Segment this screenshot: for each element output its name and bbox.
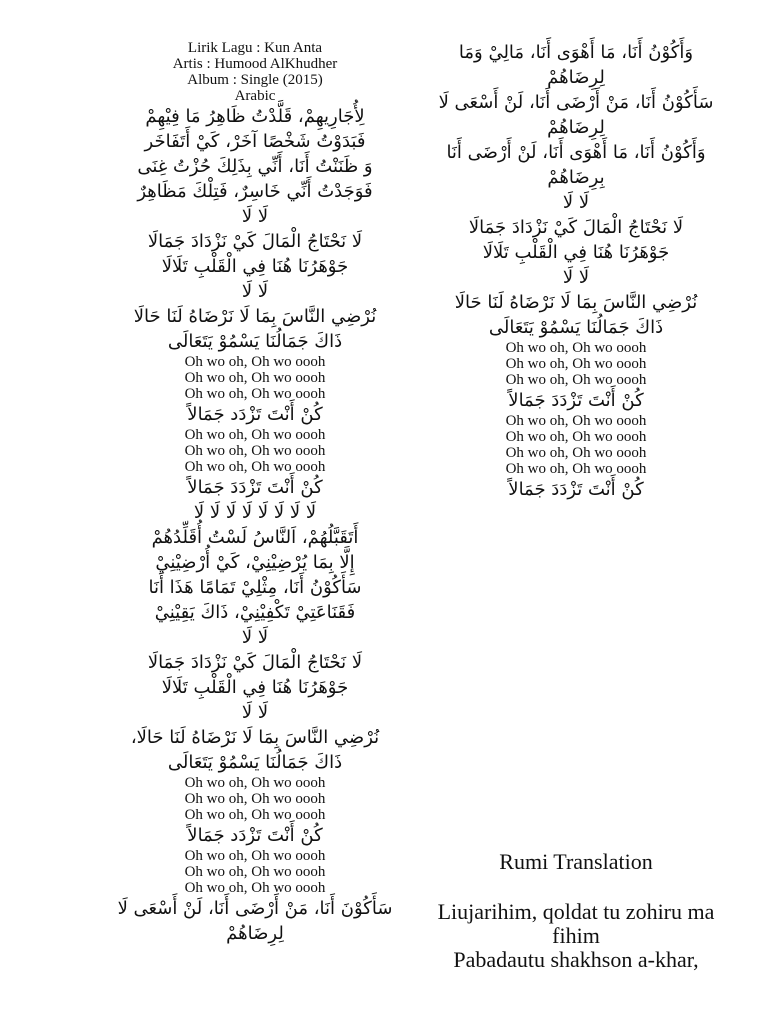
lyric-line: إِلَّا بِمَا يُرْضِيْنِيْ، كَيْ أُرْضِيْنِيْ xyxy=(155,552,355,573)
rumi-title: Rumi Translation xyxy=(499,849,653,874)
lyric-line: سَأَكُوْنَ أَنَا، مَنْ أَرْضَى أَنَا، لَنْ أَسْعَى لَا xyxy=(117,898,393,919)
rumi-line: Pabadautu shakhson a-khar, xyxy=(453,947,699,972)
lyric-line: وَأَكُوْنُ أَنَا، مَا أَهْوَى أَنَا، مَالِيْ وَمَا xyxy=(458,42,694,63)
lyric-line: سَأَكُوْنُ أَنَا، مَنْ أَرْضَى أَنَا، لَنْ أَسْعَى لَا xyxy=(438,92,714,113)
right-column xyxy=(406,40,746,502)
lyric-line: ذَاكَ جَمَالُنَا يَسْمُوْ يَتَعَالَى xyxy=(167,331,343,352)
lyric-line: ذَاكَ جَمَالُنَا يَسْمُوْ يَتَعَالَى xyxy=(167,752,343,773)
lyric-line: ذَاكَ جَمَالُنَا يَسْمُوْ يَتَعَالَى xyxy=(488,317,664,338)
lyric-line: نُرْضِي النَّاسَ بِمَا لَا نَرْضَاهُ لَنَا حَالَا xyxy=(133,306,377,327)
lyric-line: Oh wo oh, Oh wo oooh xyxy=(505,356,647,372)
lyric-line: وَأَكُوْنُ أَنَا، مَا أَهْوَى أَنَا، لَنْ أَرْضَى أَنَا xyxy=(446,142,706,163)
language-label: Arabic xyxy=(234,88,276,104)
lyric-line: لَا لَا xyxy=(241,206,269,227)
lyric-line: لَا نَحْتَاجُ الْمَالَ كَيْ نَزْدَادَ جَمَالَا xyxy=(147,652,363,673)
lyric-line: نُرْضِي النَّاسَ بِمَا لَا نَرْضَاهُ لَنَا حَالَا xyxy=(454,292,698,313)
right-lyrics xyxy=(406,40,746,502)
lyric-line: Oh wo oh, Oh wo oooh xyxy=(184,354,326,370)
lyric-line: سَأَكُوْنُ أَنَا، مِثْلِيْ تَمَامًا هَذَا أَنَا xyxy=(148,577,362,598)
left-column xyxy=(96,40,414,946)
lyric-line: لَا لَا xyxy=(562,267,590,288)
lyric-line: Oh wo oh, Oh wo oooh xyxy=(184,370,326,386)
lyric-line: لَا لَا xyxy=(241,281,269,302)
lyric-line: لِرِضَاهُمْ xyxy=(547,67,605,88)
lyric-line: Oh wo oh, Oh wo oooh xyxy=(505,372,647,388)
artist-line: Artis : Humood AlKhudher xyxy=(172,56,338,72)
lyric-line: Oh wo oh, Oh wo oooh xyxy=(505,445,647,461)
lyric-line: Oh wo oh, Oh wo oooh xyxy=(184,775,326,791)
lyric-line: جَوْهَرُنَا هُنَا فِي الْقَلْبِ تَلَالَا xyxy=(161,677,349,698)
lyric-line: لَا لَا لَا لَا لَا لَا لَا لَا xyxy=(193,502,317,523)
lyric-line: Oh wo oh, Oh wo oooh xyxy=(505,340,647,356)
lyric-line: Oh wo oh, Oh wo oooh xyxy=(184,807,326,823)
lyric-line: لِرِضَاهُمْ xyxy=(226,923,284,944)
lyric-line: جَوْهَرُنَا هُنَا فِي الْقَلْبِ تَلَالَا xyxy=(482,242,670,263)
lyric-line: بِرِضَاهُمْ xyxy=(547,167,605,188)
lyric-line: Oh wo oh, Oh wo oooh xyxy=(184,880,326,896)
lyric-line: Oh wo oh, Oh wo oooh xyxy=(505,429,647,445)
lyric-line: Oh wo oh, Oh wo oooh xyxy=(184,791,326,807)
lyric-line: كُنْ أَنْتَ تَزْدَدَ جَمَالاً xyxy=(508,390,644,411)
lyric-line: كُنْ أَنْتَ تَزْدَد جَمَالاً xyxy=(187,825,323,846)
lyric-line: Oh wo oh, Oh wo oooh xyxy=(184,864,326,880)
rumi-line: fihim xyxy=(552,923,600,948)
lyric-line: Oh wo oh, Oh wo oooh xyxy=(184,386,326,402)
lyric-line: لَا نَحْتَاجُ الْمَالَ كَيْ نَزْدَادَ جَمَالَا xyxy=(147,231,363,252)
lyric-line: وَ ظَنَنْتُ أَنَا، أَنِّي بِذَلِكَ حُزْتُ غِنَى xyxy=(137,156,373,177)
lyric-line: Oh wo oh, Oh wo oooh xyxy=(505,461,647,477)
lyric-line: جَوْهَرُنَا هُنَا فِي الْقَلْبِ تَلَالَا xyxy=(161,256,349,277)
lyric-title: Lirik Lagu : Kun Anta xyxy=(187,40,323,56)
lyric-line: Oh wo oh, Oh wo oooh xyxy=(505,413,647,429)
left-lyrics xyxy=(96,104,414,946)
album-line: Album : Single (2015) xyxy=(187,72,323,88)
lyric-line: لِأُجَارِيهِمْ، قَلَّدْتُ ظَاهِرُ مَا فِيْهِمْ xyxy=(145,106,365,127)
lyric-line: كُنْ أَنْتَ تَزْدَدَ جَمَالاً xyxy=(187,477,323,498)
lyric-line: فَقَنَاعَتِيْ تَكْفِيْنِيْ، ذَاكَ يَقِيْنِيْ xyxy=(154,602,356,623)
lyric-line: Oh wo oh, Oh wo oooh xyxy=(184,443,326,459)
lyric-line: فَبَدَوْتُ شَخْصًا آخَرْ، كَيْ أَتَفَاخَر xyxy=(144,131,366,152)
lyric-line: Oh wo oh, Oh wo oooh xyxy=(184,459,326,475)
lyric-line: لَا لَا xyxy=(241,627,269,648)
rumi-line: Liujarihim, qoldat tu zohiru ma xyxy=(437,899,715,924)
lyric-line: لَا لَا xyxy=(562,192,590,213)
lyric-line: نُرْضِي النَّاسَ بِمَا لَا نَرْضَاهُ لَنَا حَالَا، xyxy=(130,727,380,748)
lyric-line: Oh wo oh, Oh wo oooh xyxy=(184,427,326,443)
lyric-line: فَوَجَدْتُ أَنِّي خَاسِرٌ، فَتِلْكَ مَظَاهِرٌ xyxy=(137,181,373,202)
lyric-line: لَا نَحْتَاجُ الْمَالَ كَيْ نَزْدَادَ جَمَالَا xyxy=(468,217,684,238)
lyric-line: لِرِضَاهُمْ xyxy=(547,117,605,138)
lyric-line: أَتَقَبَّلُهُمْ، اَلنَّاسُ لَسْتُ أُقَلِّدُهُمْ xyxy=(151,527,359,548)
rumi-translation xyxy=(396,850,756,972)
lyric-line: كُنْ أَنْتَ تَزْدَدَ جَمَالاً xyxy=(508,479,644,500)
lyric-line: لَا لَا xyxy=(241,702,269,723)
lyric-line: Oh wo oh, Oh wo oooh xyxy=(184,848,326,864)
lyric-line: كُنْ أَنْتَ تَزْدَد جَمَالاً xyxy=(187,404,323,425)
